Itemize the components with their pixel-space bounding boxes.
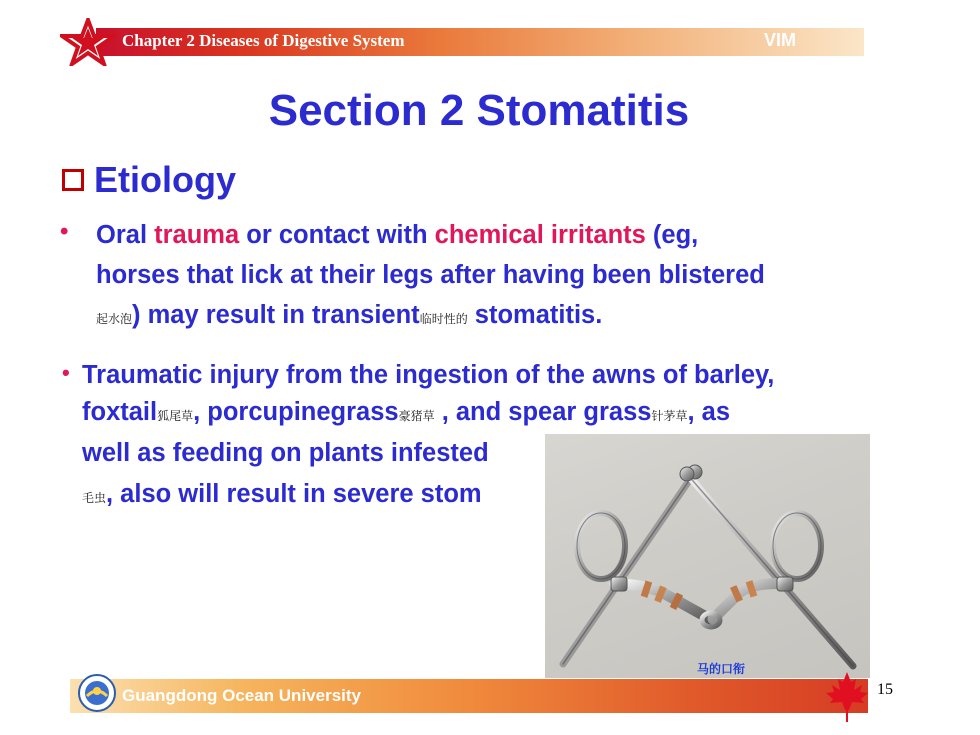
bullet-dot-icon: • xyxy=(62,360,70,385)
highlight-chemical-irritants: chemical irritants xyxy=(434,221,646,249)
chapter-title: Chapter 2 Diseases of Digestive System xyxy=(122,31,405,50)
chinese-gloss: 针茅草 xyxy=(651,409,688,423)
chinese-gloss: 毛虫 xyxy=(82,491,107,505)
section-heading-text: Etiology xyxy=(94,159,236,200)
chinese-gloss: 豪猪草 xyxy=(398,409,435,423)
text-run: , porcupinegrass xyxy=(193,398,399,426)
bullet-dot-icon: • xyxy=(60,218,69,245)
text-run: or contact with xyxy=(239,221,435,249)
red-star-icon xyxy=(60,18,116,66)
text-run: , as xyxy=(687,398,731,426)
vim-label: VIM xyxy=(764,30,797,50)
text-run: stomatitis. xyxy=(467,301,603,329)
maple-leaf-icon xyxy=(824,670,870,722)
page-number: 15 xyxy=(877,681,893,698)
horse-bit-photo xyxy=(545,434,870,678)
chinese-gloss: 临时性的 xyxy=(419,312,468,326)
text-run: ) may result in transient xyxy=(132,301,420,329)
text-run: , also will result in severe stom xyxy=(106,480,482,508)
chinese-gloss: 狐尾草 xyxy=(157,409,194,423)
university-seal-icon xyxy=(78,674,116,712)
page-title: Section 2 Stomatitis xyxy=(268,86,690,135)
university-name: Guangdong Ocean University xyxy=(122,686,361,705)
text-run: Oral xyxy=(96,221,155,249)
text-run: horses that lick at their legs after having been blistered xyxy=(96,261,765,289)
square-bullet-icon xyxy=(62,169,84,191)
paragraph-etiology-1 xyxy=(96,215,896,339)
text-run: (eg, xyxy=(645,221,699,249)
text-run: Traumatic injury from the ingestion of the awns of barley, xyxy=(82,361,775,389)
text-run: well as feeding on plants infested xyxy=(82,439,489,467)
photo-caption: 马的口衔 xyxy=(697,662,746,676)
text-run: , and spear grass xyxy=(434,398,652,426)
section-heading xyxy=(62,158,236,202)
text-run: foxtail xyxy=(82,398,158,426)
horse-bit-illustration xyxy=(545,434,870,678)
highlight-trauma: trauma xyxy=(154,221,240,249)
chinese-gloss: 起水泡 xyxy=(96,312,133,326)
